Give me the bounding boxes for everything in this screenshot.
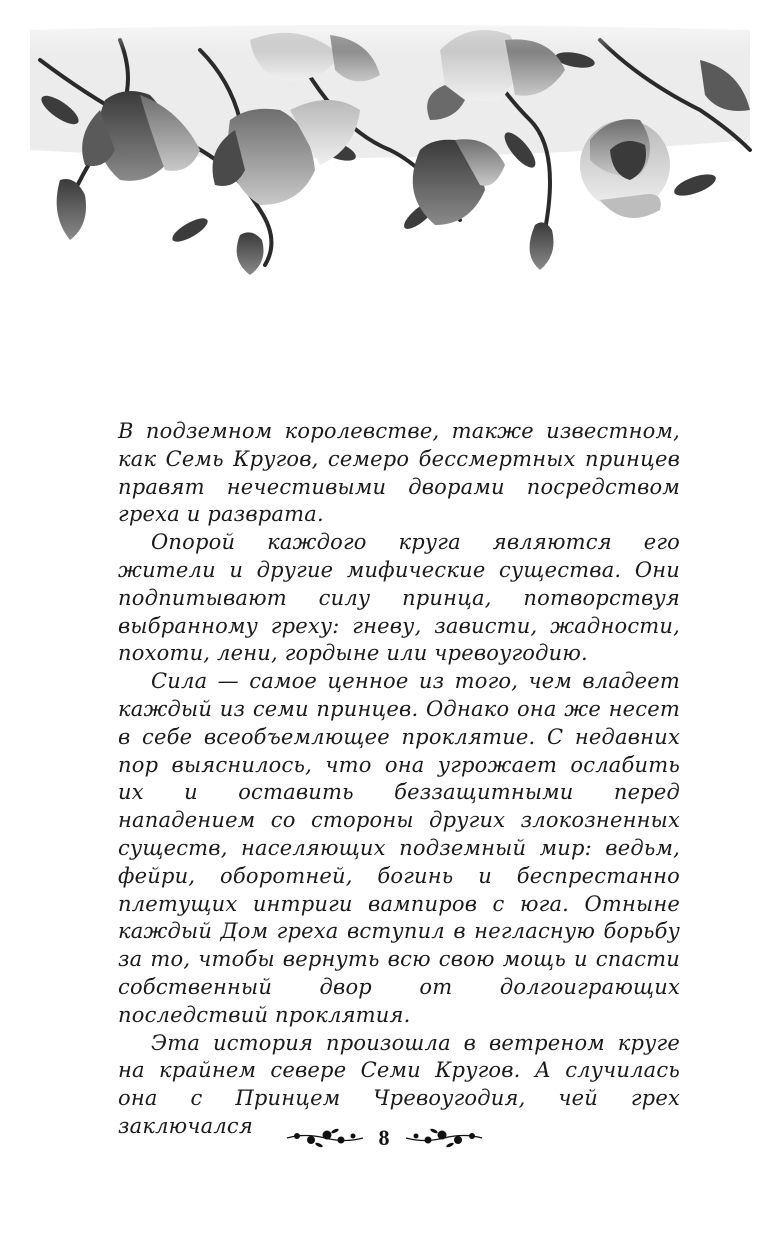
page-footer [0, 1118, 768, 1158]
body-text [118, 418, 680, 1141]
paragraph-4: Эта история произошла в ветреном круге на крайнем севере Семи Кругов. А случилась она с Принцем Чревоугодия, чей грех заключался [118, 1030, 680, 1138]
paragraph-2: Опорой каждого круга являются его жители и другие мифические существа. Они подпитывают силу принца, потворствуя выбранному греху: гневу, зависти, жадности, похоти, лени, гордыне или чревоугодию. [118, 530, 680, 666]
floral-flourish-icon [285, 1123, 365, 1153]
page-number: 8 [378, 1125, 390, 1150]
magnolia-header-illustration [0, 0, 768, 290]
floral-flourish-icon [404, 1123, 484, 1153]
paragraph-3: Сила — самое ценное из того, чем владеет каждый из семи принцев. Однако она же несет в себе всеобъемлющее проклятие. С недавних пор выяснилось, что она угрожает ослабить их и оставить беззащитными перед нападением со стороны других злокозненных существ, населяющих подземный мир: ведьм, фейри, оборотней, богинь и беспрестанно плетущих интриги вампиров с юга. Отныне каждый Дом греха вступил в негласную борьбу за то, чтобы вернуть всю свою мощь и спасти собственный двор от долгоиграющих последствий проклятия. [118, 669, 680, 1027]
paragraph-1: В подземном королевстве, также известном, как Семь Кругов, семеро бессмертных принцев правят нечестивыми дворами посредством греха и разврата. [118, 419, 680, 527]
